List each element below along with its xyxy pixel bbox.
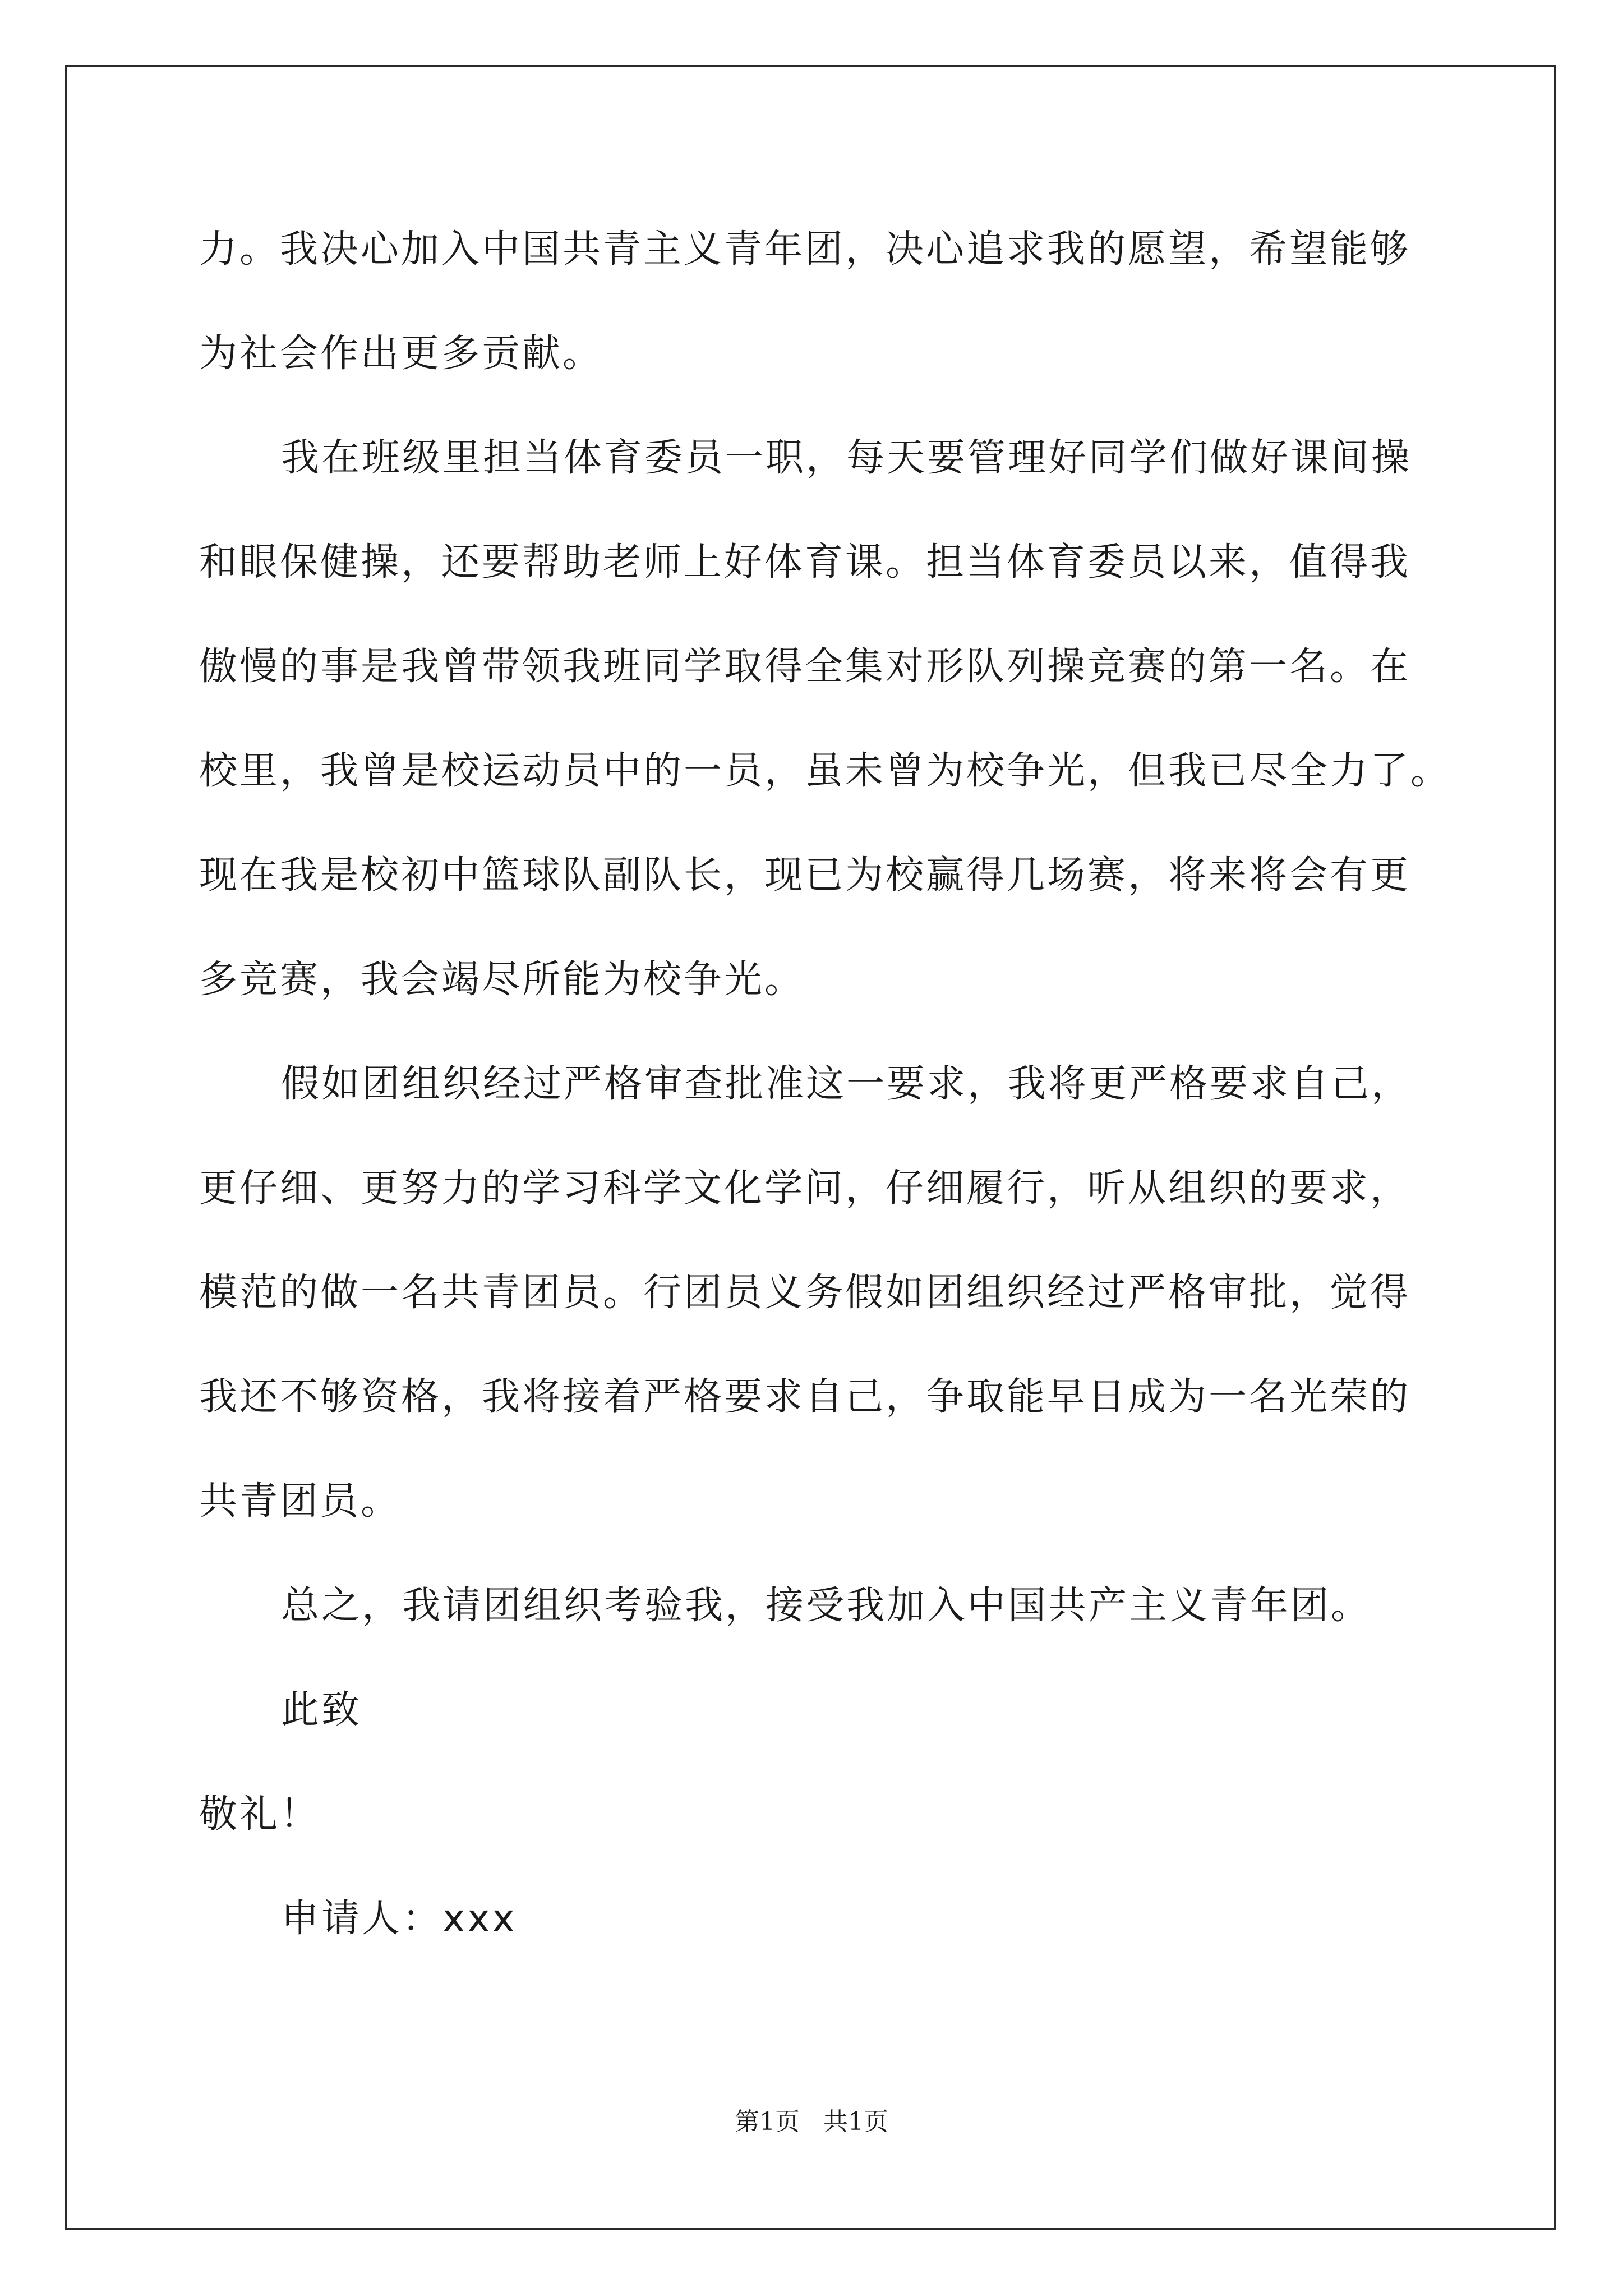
page-number-footer: 第1页 共1页 xyxy=(735,2108,888,2136)
text-line: 更仔细、更努力的学习科学文化学问，仔细履行，听从组织的要求， xyxy=(199,1166,1411,1211)
text-line: 共青团员。 xyxy=(199,1479,402,1524)
text-line: 此致 xyxy=(281,1688,362,1732)
letter-body xyxy=(199,213,1478,1987)
text-line: 和眼保健操，还要帮助老师上好体育课。担当体育委员以来，值得我 xyxy=(199,540,1411,585)
text-line: 我还不够资格，我将接着严格要求自己，争取能早日成为一名光荣的 xyxy=(199,1375,1411,1419)
text-line: 申请人：xxx xyxy=(281,1897,517,1941)
text-line: 敬礼！ xyxy=(199,1792,321,1837)
text-line: 总之，我请团组织考验我，接受我加入中国共产主义青年团。 xyxy=(281,1584,1372,1628)
text-line: 假如团组织经过严格审查批准这一要求，我将更严格要求自己， xyxy=(281,1062,1412,1106)
text-line: 校里，我曾是校运动员中的一员，虽未曾为校争光，但我已尽全力了。 xyxy=(199,749,1451,793)
text-line: 力。我决心加入中国共青主义青年团，决心追求我的愿望，希望能够 xyxy=(199,227,1411,272)
text-line: 我在班级里担当体育委员一职，每天要管理好同学们做好课间操 xyxy=(281,436,1412,480)
text-line: 傲慢的事是我曾带领我班同学取得全集对形队列操竞赛的第一名。在 xyxy=(199,645,1411,689)
text-line: 多竞赛，我会竭尽所能为校争光。 xyxy=(199,958,805,1002)
text-line: 现在我是校初中篮球队副队长，现已为校赢得几场赛，将来将会有更 xyxy=(199,853,1411,898)
text-line: 为社会作出更多贡献。 xyxy=(199,332,603,376)
text-line: 模范的做一名共青团员。行团员义务假如团组织经过严格审批，觉得 xyxy=(199,1271,1411,1315)
